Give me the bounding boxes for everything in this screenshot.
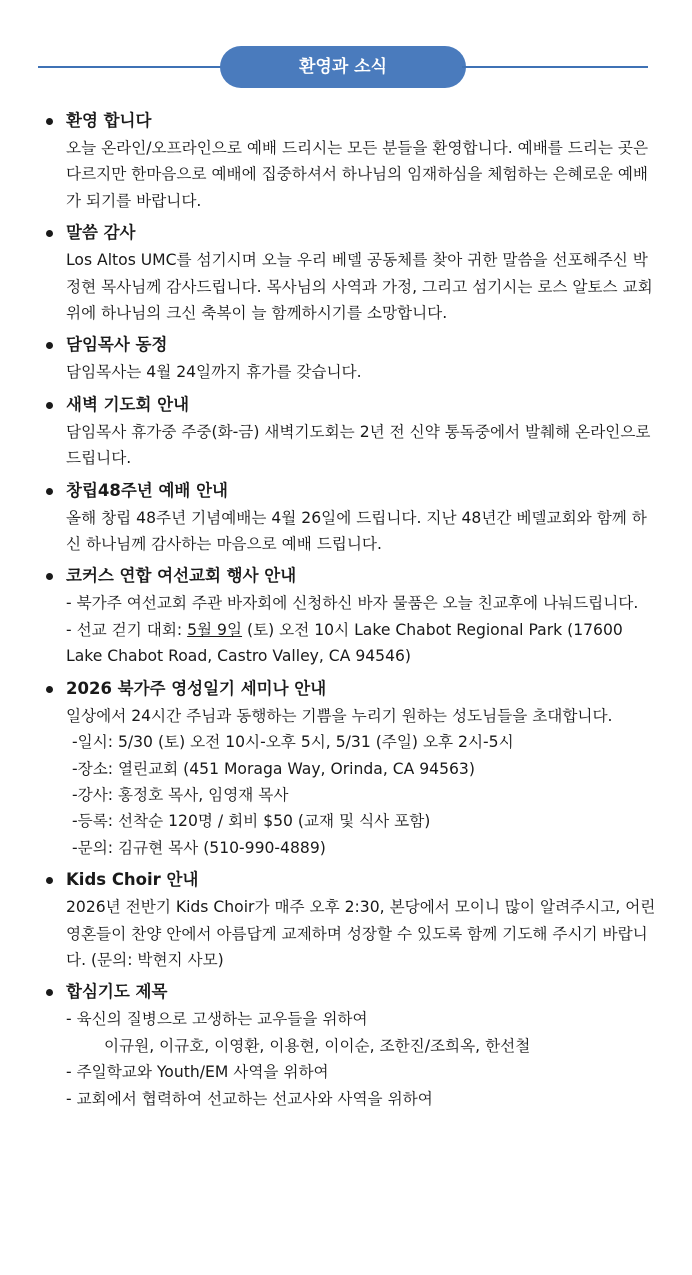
section-title: 코커스 연합 여선교회 행사 안내 — [66, 566, 297, 586]
section-dawn-prayer — [40, 392, 660, 472]
section-pastor-news — [40, 332, 660, 385]
bullet-icon — [46, 488, 53, 495]
bullet-icon — [46, 686, 53, 693]
list-item: -일시: 5/30 (토) 오전 10시-오후 5시, 5/31 (주일) 오후 2시-5시 — [72, 733, 514, 752]
walk-date: 5월 9일 — [187, 620, 243, 639]
walk-line — [66, 617, 660, 670]
section-title: 새벽 기도회 안내 — [66, 394, 190, 414]
list-item: -강사: 홍정호 목사, 임영재 목사 — [72, 785, 289, 804]
section-body: 오늘 온라인/오프라인으로 예배 드리시는 모든 분들을 환영합니다. 예배를 드리는 곳은 다르지만 한마음으로 예배에 집중하셔서 하나님의 임재하심을 체험하는 은혜로운 예배가 되기를 바랍니다. — [66, 139, 649, 210]
bullet-icon — [46, 230, 53, 237]
section-body: 담임목사는 4월 24일까지 휴가를 갖습니다. — [66, 363, 362, 382]
section-anniversary — [40, 478, 660, 558]
bullet-icon — [46, 989, 53, 996]
list-item: 이규원, 이규호, 이영환, 이용현, 이이순, 조한진/조희옥, 한선철 — [104, 1036, 531, 1055]
section-title: 담임목사 동정 — [66, 335, 168, 355]
list-item: - 육신의 질병으로 고생하는 교우들을 위하여 — [66, 1010, 368, 1029]
section-welcome — [40, 108, 660, 214]
section-title: 환영 합니다 — [66, 111, 152, 130]
section-body: 올해 창립 48주년 기념예배는 4월 26일에 드립니다. 지난 48년간 베델교회와 함께 하신 하나님께 감사하는 마음으로 예배 드립니다. — [66, 508, 647, 554]
section-sermon-thanks — [40, 220, 660, 326]
bullet-icon — [46, 402, 53, 409]
bullet-icon — [46, 342, 53, 349]
bazaar-line: - 북가주 여선교회 주관 바자회에 신청하신 바자 물품은 오늘 친교후에 나눠드립니다. — [66, 594, 639, 613]
section-header — [0, 46, 692, 88]
section-title: 창립48주년 예배 안내 — [66, 480, 228, 500]
section-title: 2026 북가주 영성일기 세미나 안내 — [66, 678, 327, 698]
section-body: 일상에서 24시간 주님과 동행하는 기쁨을 누리기 원하는 성도님들을 초대합니다. — [66, 706, 613, 725]
section-womens-mission — [40, 563, 660, 669]
section-body: Los Altos UMC를 섬기시며 오늘 우리 베델 공동체를 찾아 귀한 말씀을 선포해주신 박정현 목사님께 감사드립니다. 목사님의 사역과 가정, 그리고 섬기시는 로스 알토스 교회 위에 하나님의 크신 축복이 늘 함께하시기를 소망합니다. — [66, 251, 653, 323]
header-title-pill: 환영과 소식 — [220, 46, 466, 88]
list-item: - 주일학교와 Youth/EM 사역을 위하여 — [66, 1063, 329, 1082]
section-kids-choir — [40, 867, 660, 973]
section-body: 2026년 전반기 Kids Choir가 매주 오후 2:30, 본당에서 모이니 많이 알려주시고, 어린 영혼들이 찬양 안에서 아름답게 교제하며 성장할 수 있도록 함께 기도해 주시기 바랍니다. (문의: 박현지 사모) — [66, 898, 656, 969]
section-title: 말씀 감사 — [66, 223, 136, 243]
header-rule-right — [462, 66, 648, 68]
section-seminar — [40, 676, 660, 861]
list-item: -등록: 선착순 120명 / 회비 $50 (교재 및 식사 포함) — [72, 812, 431, 831]
section-prayer-topics — [40, 979, 660, 1112]
section-title: Kids Choir 안내 — [66, 870, 199, 890]
section-title: 합심기도 제목 — [66, 982, 168, 1002]
walk-details: (토) 오전 10시 Lake Chabot Regional Park (17600 Lake Chabot Road, Castro Valley, CA 94546) — [66, 620, 623, 666]
bullet-icon — [46, 573, 53, 580]
header-rule-left — [38, 66, 224, 68]
section-body: 담임목사 휴가중 주중(화-금) 새벽기도회는 2년 전 신약 통독중에서 발췌해 온라인으로 드립니다. — [66, 422, 651, 468]
announcements — [40, 108, 660, 1118]
bullet-icon — [46, 877, 53, 884]
walk-label: - 선교 걷기 대회: — [66, 620, 188, 639]
list-item: -장소: 열린교회 (451 Moraga Way, Orinda, CA 94563) — [72, 759, 475, 778]
list-item: -문의: 김규현 목사 (510-990-4889) — [72, 838, 326, 857]
list-item: - 교회에서 협력하여 선교하는 선교사와 사역을 위하여 — [66, 1089, 433, 1108]
bullet-icon — [46, 118, 53, 125]
